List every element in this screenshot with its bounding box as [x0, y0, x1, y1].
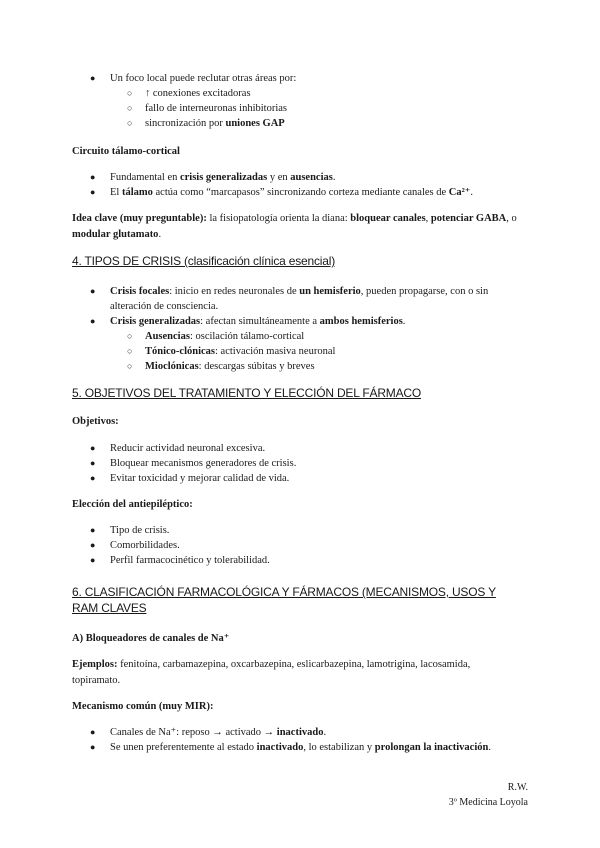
- list-item: Tipo de crisis.: [110, 525, 170, 536]
- section-heading: Circuito tálamo-cortical: [72, 146, 180, 157]
- bullet-icon: ●: [90, 525, 96, 535]
- bullet-icon: ●: [90, 727, 96, 737]
- bullet-icon: ●: [90, 73, 96, 83]
- sub-list-item: Ausencias: oscilación tálamo-cortical: [145, 331, 305, 342]
- circle-bullet-icon: ○: [127, 361, 133, 371]
- list-item: Crisis generalizadas: afectan simultáneamente a ambos hemisferios.: [110, 316, 406, 327]
- list-item: Reducir actividad neuronal excesiva.: [110, 443, 266, 454]
- bullet-icon: ●: [90, 172, 96, 182]
- bullet-icon: ●: [90, 458, 96, 468]
- circle-bullet-icon: ○: [127, 88, 133, 98]
- list-item: Perfil farmacocinético y tolerabilidad.: [110, 555, 270, 566]
- list-item: Canales de Na⁺: reposo → activado → inactivado.: [110, 727, 327, 738]
- examples-paragraph: Ejemplos: fenitoína, carbamazepina, oxcarbazepina, eslicarbazepina, lamotrigina, lacosamida, topiramato.: [72, 659, 471, 686]
- list-item: Crisis focales: inicio en redes neuronales de un hemisferio, pueden propagarse, con o sin: [110, 286, 489, 297]
- bullet-icon: ●: [90, 473, 96, 483]
- subheading-objectives: Objetivos:: [72, 416, 119, 427]
- list-item: Fundamental en crisis generalizadas y en ausencias.: [110, 172, 336, 183]
- list-item: Un foco local puede reclutar otras áreas por:: [110, 73, 297, 84]
- list-item-continuation: alteración de consciencia.: [110, 301, 219, 312]
- bullet-icon: ●: [90, 742, 96, 752]
- sub-list-item: ↑ conexiones excitadoras: [145, 88, 251, 99]
- bullet-icon: ●: [90, 286, 96, 296]
- bullet-icon: ●: [90, 187, 96, 197]
- circle-bullet-icon: ○: [127, 331, 133, 341]
- bullet-icon: ●: [90, 316, 96, 326]
- section-title: 4. TIPOS DE CRISIS (clasificación clínica esencial): [72, 254, 336, 268]
- subheading-mechanism: Mecanismo común (muy MIR):: [72, 701, 214, 712]
- sub-list-item: sincronización por uniones GAP: [145, 118, 285, 129]
- bullet-icon: ●: [90, 540, 96, 550]
- subheading-sodium-blockers: A) Bloqueadores de canales de Na⁺: [72, 633, 230, 644]
- sub-list-item: fallo de interneuronas inhibitorias: [145, 103, 288, 114]
- list-item: El tálamo actúa como “marcapasos” sincronizando corteza mediante canales de Ca²⁺.: [110, 187, 473, 198]
- circle-bullet-icon: ○: [127, 103, 133, 113]
- footer-author: R.W.: [507, 782, 528, 793]
- list-item: Se unen preferentemente al estado inactivado, lo estabilizan y prolongan la inactivación.: [110, 742, 491, 753]
- bullet-icon: ●: [90, 555, 96, 565]
- footer-course: 3º Medicina Loyola: [448, 797, 528, 808]
- list-item: Bloquear mecanismos generadores de crisis.: [110, 458, 297, 469]
- sub-list-item: Mioclónicas: descargas súbitas y breves: [145, 361, 315, 372]
- section-title: 6. CLASIFICACIÓN FARMACOLÓGICA Y FÁRMACOS (MECANISMOS, USOS Y: [72, 585, 496, 599]
- section-title: 5. OBJETIVOS DEL TRATAMIENTO Y ELECCIÓN DEL FÁRMACO: [72, 386, 421, 400]
- circle-bullet-icon: ○: [127, 346, 133, 356]
- subheading-choice: Elección del antiepiléptico:: [72, 499, 193, 510]
- circle-bullet-icon: ○: [127, 118, 133, 128]
- list-item: Evitar toxicidad y mejorar calidad de vida.: [110, 473, 290, 484]
- section-title-continuation: RAM CLAVES: [72, 601, 147, 615]
- key-idea-paragraph: Idea clave (muy preguntable): la fisiopatología orienta la diana: bloquear canales, potenciar GABA, o modular glutamato.: [72, 213, 517, 240]
- list-item: Comorbilidades.: [110, 540, 180, 551]
- bullet-icon: ●: [90, 443, 96, 453]
- sub-list-item: Tónico-clónicas: activación masiva neuronal: [145, 346, 336, 357]
